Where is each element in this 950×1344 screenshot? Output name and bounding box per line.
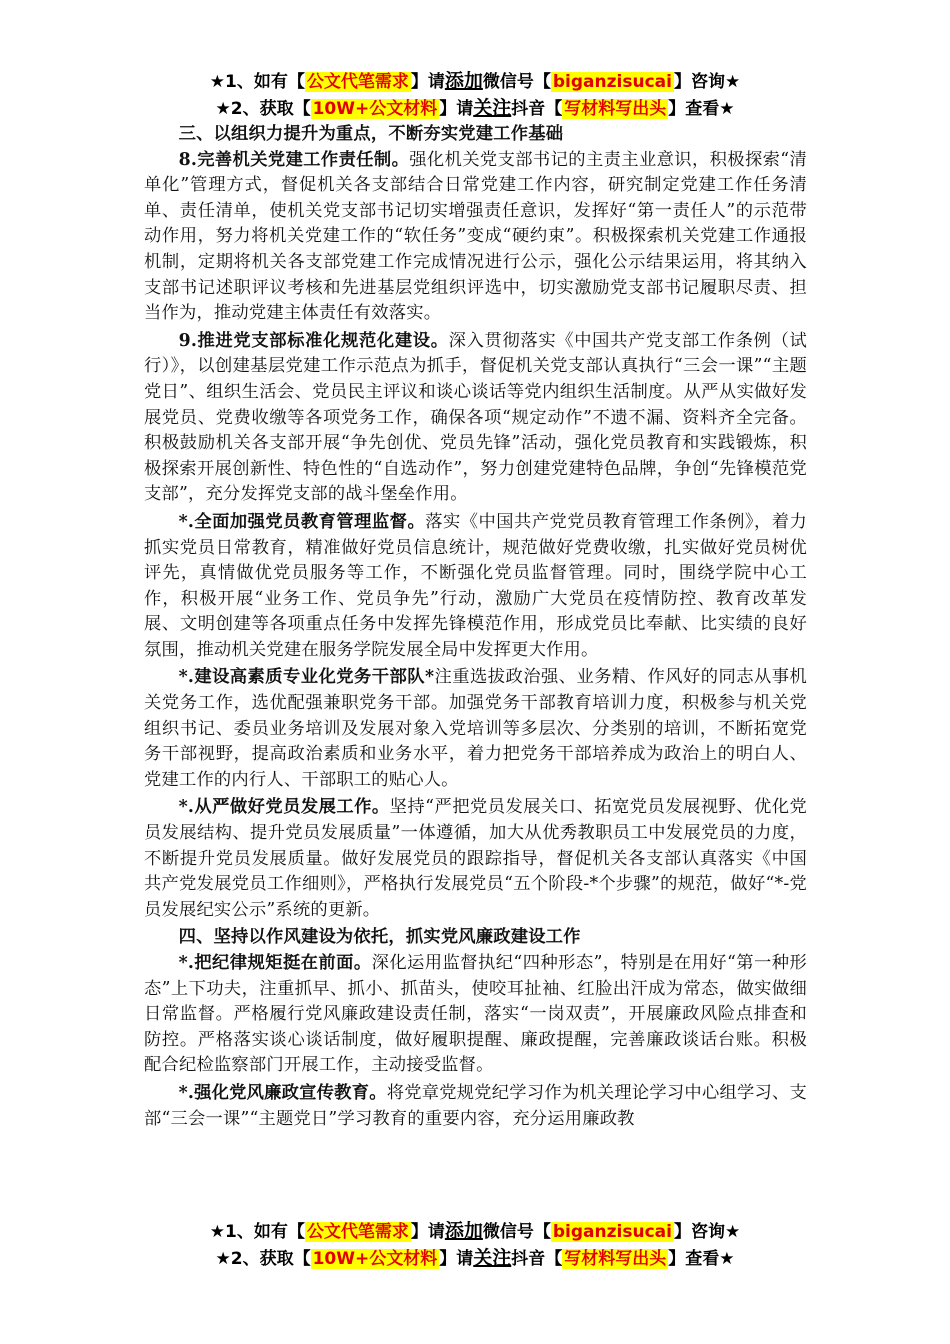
promo-line-1 [0, 68, 950, 95]
paragraph-11 [144, 665, 807, 793]
section-heading-4: 四、坚持以作风建设为依托，抓实党风廉政建设工作 [178, 927, 581, 948]
paragraph-title: *.强化党风廉政宣传教育。 [178, 1082, 387, 1103]
promo-text: 】查看★ [668, 1249, 735, 1269]
promo-highlight: 10W+公文材料 [312, 1249, 438, 1269]
promo-underline: 关注 [473, 1247, 512, 1269]
paragraph-title: *.全面加强党员教育管理监督。 [178, 511, 426, 532]
document-body [144, 122, 807, 1134]
paragraph-13 [144, 951, 807, 1079]
promo-text: ★1、如有【 [209, 1222, 305, 1242]
section-heading-3: 三、以组织力提升为重点，不断夯实党建工作基础 [178, 124, 564, 144]
promo-line-2 [0, 95, 950, 122]
promo-text: ★2、获取【 [215, 99, 311, 119]
paragraph-10 [144, 510, 807, 664]
promo-text: ★2、获取【 [215, 1249, 311, 1269]
promo-text: 】请 [439, 1249, 474, 1269]
paragraph-14 [144, 1081, 807, 1132]
promo-underline: 关注 [473, 97, 512, 119]
promo-underline: 添加 [444, 70, 483, 92]
promo-highlight: biganzisucai [552, 72, 672, 92]
promo-text: 】请 [410, 72, 445, 92]
paragraph-body: 深入贯彻落实《中国共产党支部工作条例（试行）》，以创建基层党建工作示范点为抓手，督促机关党支部认真执行“三会一课”“主题党日”、组织生活会、党员民主评议和谈心谈话等党内组织生活制度。从严从实做好发展党员、党费收缴等各项党务工作，确保各项“规定动作”不遗不漏、资料齐全完备。积极鼓励机关各支部开展“争先创优、党员先锋”活动，强化党员教育和实践锻炼，积极探索开展创新性、特色性的“自选动作”，努力创建党建特色品牌，争创“先锋模范党支部”，充分发挥党支部的战斗堡垒作用。 [144, 330, 807, 505]
paragraph-body: 强化机关党支部书记的主责主业意识，积极探索“清单化”管理方式，督促机关各支部结合日常党建工作内容，研究制定党建工作任务清单、责任清单，使机关党支部书记切实增强责任意识，发挥好“第一责任人”的示范带动作用，努力将机关党建工作的“软任务”变成“硬约束”。积极探索机关党建工作通报机制，定期将机关各支部党建工作完成情况进行公示，强化公示结果运用，将其纳入支部书记述职评议考核和先进基层党组织评选中，切实激励党支部书记履职尽责、担当作为，推动党建主体责任有效落实。 [144, 149, 807, 324]
paragraph-9 [144, 329, 807, 508]
promo-highlight: 写材料写出头 [564, 99, 667, 119]
promo-text: 微信号【 [482, 72, 551, 92]
promo-text: ★1、如有【 [209, 72, 305, 92]
promo-highlight: 公文代笔需求 [306, 1222, 409, 1242]
paragraph-title: *.把纪律规矩挺在前面。 [178, 953, 372, 973]
promo-text: 抖音【 [511, 99, 563, 119]
paragraph-title: 9.推进党支部标准化规范化建设。 [178, 330, 449, 351]
promo-text: 】咨询★ [673, 72, 741, 92]
promo-highlight: 写材料写出头 [564, 1249, 667, 1269]
paragraph-body: 坚持“严把党员发展关口、拓宽党员发展视野、优化党员发展结构、提升党员发展质量”一体遵循，加大从优秀教职员工中发展党员的力度，不断提升党员发展质量。做好发展党员的跟踪指导，督促机关各支部认真落实《中国共产党发展党员工作细则》，严格执行发展党员“五个阶段-*个步骤”的规范，做好“*-党员发展纪实公示”系统的更新。 [144, 797, 808, 920]
promo-banner-top [0, 68, 950, 122]
paragraph-body: 落实《中国共产党党员教育管理工作条例》，着力抓实党员日常教育，精准做好党员信息统计，规范做好党费收缴，扎实做好党员树优评先，真情做优党员服务等工作，不断强化党员监督管理。同时，围绕学院中心工作，积极开展“业务工作、党员争先”行动，激励广大党员在疫情防控、教育改革发展、文明创建等各项重点任务中发挥先锋模范作用，形成党员比奉献、比实绩的良好氛围，推动机关党建在服务学院发展全局中发挥更大作用。 [144, 511, 807, 660]
paragraph-title: *.从严做好党员发展工作。 [178, 797, 390, 818]
promo-banner-bottom [0, 1218, 950, 1272]
paragraph-title: *.建设高素质专业化党务干部队* [178, 667, 435, 688]
promo-highlight: biganzisucai [552, 1222, 672, 1242]
promo-highlight: 公文代笔需求 [306, 72, 409, 92]
promo-text: 】请 [439, 99, 474, 119]
promo-text: 】咨询★ [673, 1222, 741, 1242]
promo-text: 】查看★ [668, 99, 735, 119]
paragraph-body: 将党章党规党纪学习作为机关理论学习中心组学习、支部“三会一课”“主题党日”学习教育的重要内容，充分运用廉政教 [144, 1082, 807, 1129]
promo-text: 】请 [410, 1222, 445, 1242]
paragraph-title: 8.完善机关党建工作责任制。 [178, 149, 410, 170]
paragraph-body: 注重选拔政治强、业务精、作风好的同志从事机关党务工作，选优配强兼职党务干部。加强党务干部教育培训力度，积极参与机关党组织书记、委员业务培训及发展对象入党培训等多层次、分类别的培训，不断拓宽党务干部视野，提高政治素质和业务水平，着力把党务干部培养成为政治上的明白人、党建工作的内行人、干部职工的贴心人。 [144, 667, 807, 790]
paragraph-8 [144, 148, 807, 327]
promo-line-1 [0, 1218, 950, 1245]
paragraph-body: 深化运用监督执纪“四种形态”，特别是在用好“第一种形态”上下功夫，注重抓早、抓小、抓苗头，使咬耳扯袖、红脸出汗成为常态，做实做细日常监督。严格履行党风廉政建设责任制，落实“一岗双责”，开展廉政风险点排查和防控。严格落实谈心谈话制度，做好履职提醒、廉政提醒，完善廉政谈话台账。积极配合纪检监察部门开展工作，主动接受监督。 [144, 953, 807, 1076]
paragraph-12 [144, 795, 807, 923]
promo-underline: 添加 [444, 1220, 483, 1242]
promo-text: 微信号【 [482, 1222, 551, 1242]
promo-highlight: 10W+公文材料 [312, 99, 438, 119]
promo-line-2 [0, 1245, 950, 1272]
promo-text: 抖音【 [511, 1249, 563, 1269]
